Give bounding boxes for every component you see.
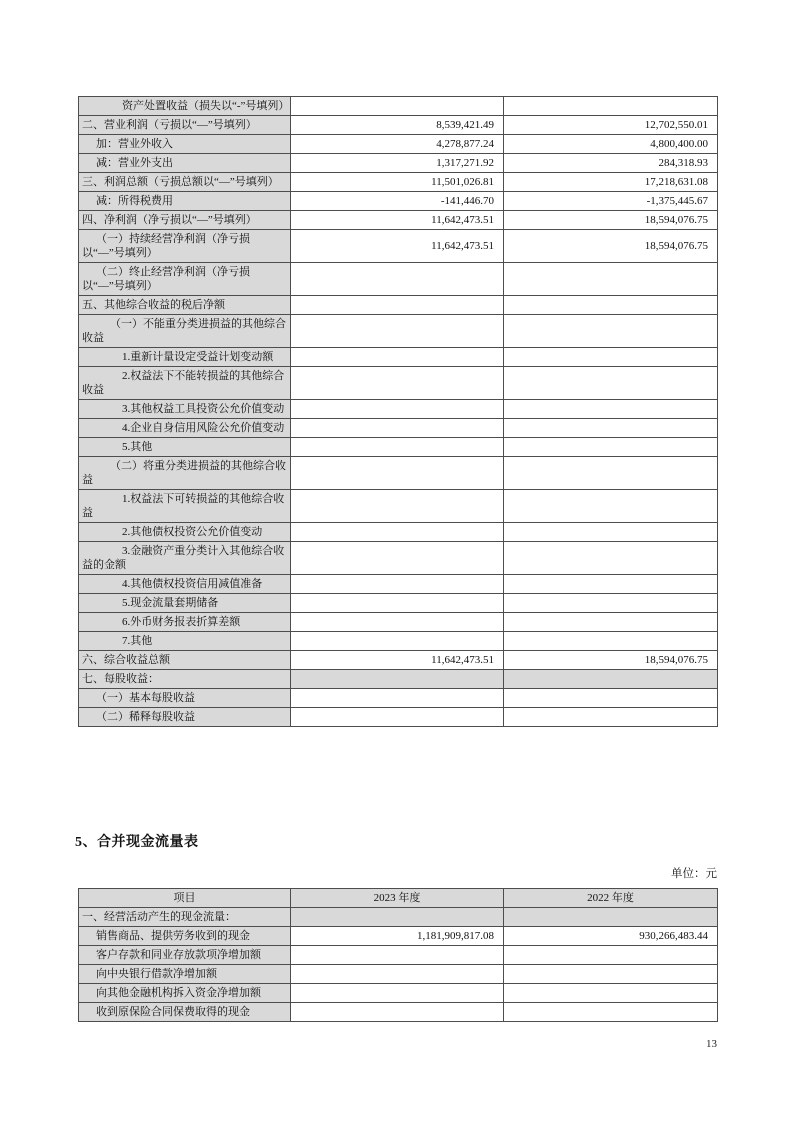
row-value [291,367,504,400]
table-row [79,632,718,651]
row-label: 减：营业外支出 [79,154,291,173]
table-row [79,135,718,154]
table-row [79,116,718,135]
row-value [291,670,504,689]
row-value [504,594,718,613]
row-value [504,575,718,594]
table-row [79,296,718,315]
table-row [79,965,718,984]
row-label: 1.重新计量设定受益计划变动额 [79,348,291,367]
row-label: 6.外币财务报表折算差额 [79,613,291,632]
row-label: 2.权益法下不能转损益的其他综合收益 [79,367,291,400]
row-value: 12,702,550.01 [504,116,718,135]
table-row [79,651,718,670]
row-value [504,946,718,965]
row-label: 一、经营活动产生的现金流量： [79,908,291,927]
row-label: （二）终止经营净利润（净亏损以“—”号填列） [79,263,291,296]
page-number: 13 [706,1038,717,1050]
row-value [291,263,504,296]
column-header: 2022 年度 [504,889,718,908]
table-row [79,400,718,419]
cashflow-table-body [79,908,718,1022]
row-label: 7.其他 [79,632,291,651]
income-statement-table [78,96,718,727]
row-value [291,575,504,594]
row-value: 4,278,877.24 [291,135,504,154]
column-header: 项目 [79,889,291,908]
row-label: 5.其他 [79,438,291,457]
row-label: 5.现金流量套期储备 [79,594,291,613]
row-label: 收到原保险合同保费取得的现金 [79,1003,291,1022]
table-row [79,211,718,230]
row-value [504,263,718,296]
table-row [79,154,718,173]
table-row [79,946,718,965]
row-value [291,984,504,1003]
row-value: 11,501,026.81 [291,173,504,192]
row-value [504,542,718,575]
row-label: 七、每股收益： [79,670,291,689]
row-label: （一）持续经营净利润（净亏损以“—”号填列） [79,230,291,263]
row-value [504,670,718,689]
row-label: 4.其他债权投资信用减值准备 [79,575,291,594]
row-value [504,367,718,400]
table-row [79,173,718,192]
table-row [79,230,718,263]
row-value [504,965,718,984]
table-row [79,670,718,689]
row-value [504,984,718,1003]
row-value [291,632,504,651]
row-label: 加：营业外收入 [79,135,291,154]
table-row [79,908,718,927]
table-row [79,490,718,523]
row-value [291,708,504,727]
row-label: 销售商品、提供劳务收到的现金 [79,927,291,946]
row-value: 1,317,271.92 [291,154,504,173]
table-row [79,927,718,946]
row-value [291,315,504,348]
cashflow-table-header [79,889,718,908]
table-row [79,419,718,438]
row-label: 3.其他权益工具投资公允价值变动 [79,400,291,419]
row-label: 资产处置收益（损失以“-”号填列） [79,97,291,116]
table-row [79,367,718,400]
table-row [79,438,718,457]
row-value [291,523,504,542]
row-value: 11,642,473.51 [291,651,504,670]
row-value [504,523,718,542]
table-row [79,1003,718,1022]
table-row [79,348,718,367]
row-label: 2.其他债权投资公允价值变动 [79,523,291,542]
row-value [504,613,718,632]
row-value [291,1003,504,1022]
row-label: 三、利润总额（亏损总额以“—”号填列） [79,173,291,192]
row-value [504,315,718,348]
row-value: 4,800,400.00 [504,135,718,154]
row-value [291,689,504,708]
row-value [291,457,504,490]
row-label: （一）不能重分类进损益的其他综合收益 [79,315,291,348]
row-label: 3.金融资产重分类计入其他综合收益的金额 [79,542,291,575]
section-title-cashflow-statement: 5、合并现金流量表 [75,835,199,850]
header-row [79,889,718,908]
row-value: 18,594,076.75 [504,651,718,670]
table-row [79,575,718,594]
row-value [504,490,718,523]
row-label: 向中央银行借款净增加额 [79,965,291,984]
row-value [291,613,504,632]
row-value [504,457,718,490]
row-value [504,908,718,927]
row-value [504,348,718,367]
row-value [291,542,504,575]
row-value: -141,446.70 [291,192,504,211]
row-value [504,419,718,438]
row-value: 930,266,483.44 [504,927,718,946]
row-label: 客户存款和同业存放款项净增加额 [79,946,291,965]
table-row [79,984,718,1003]
table-row [79,97,718,116]
row-value [504,97,718,116]
row-value [504,438,718,457]
row-value: 1,181,909,817.08 [291,927,504,946]
row-label: 五、其他综合收益的税后净额 [79,296,291,315]
table-row [79,315,718,348]
row-label: （二）将重分类进损益的其他综合收益 [79,457,291,490]
row-value [504,400,718,419]
row-value [291,908,504,927]
row-label: 向其他金融机构拆入资金净增加额 [79,984,291,1003]
row-label: 四、净利润（净亏损以“—”号填列） [79,211,291,230]
table-row [79,457,718,490]
row-value [291,419,504,438]
row-value: 8,539,421.49 [291,116,504,135]
row-value [504,708,718,727]
row-value [291,97,504,116]
row-value [504,689,718,708]
row-label: 减：所得税费用 [79,192,291,211]
row-value [291,965,504,984]
row-value: 18,594,076.75 [504,211,718,230]
table-row [79,613,718,632]
row-label: 二、营业利润（亏损以“—”号填列） [79,116,291,135]
row-value: -1,375,445.67 [504,192,718,211]
table-row [79,523,718,542]
table-row [79,192,718,211]
table-row [79,263,718,296]
row-value [504,1003,718,1022]
row-value [291,296,504,315]
row-value: 11,642,473.51 [291,211,504,230]
row-value [291,348,504,367]
row-value [291,400,504,419]
table-row [79,594,718,613]
unit-label: 单位：元 [671,868,717,880]
table-row [79,689,718,708]
row-label: （二）稀释每股收益 [79,708,291,727]
row-value [504,296,718,315]
row-value: 17,218,631.08 [504,173,718,192]
income-statement-body [79,97,718,727]
row-value [291,594,504,613]
row-label: 六、综合收益总额 [79,651,291,670]
table-row [79,708,718,727]
row-label: 4.企业自身信用风险公允价值变动 [79,419,291,438]
row-value [291,946,504,965]
row-value [291,490,504,523]
row-value [291,438,504,457]
row-value: 18,594,076.75 [504,230,718,263]
column-header: 2023 年度 [291,889,504,908]
row-value: 284,318.93 [504,154,718,173]
table-row [79,542,718,575]
row-label: （一）基本每股收益 [79,689,291,708]
row-value [504,632,718,651]
cashflow-statement-table [78,888,718,1022]
row-value: 11,642,473.51 [291,230,504,263]
row-label: 1.权益法下可转损益的其他综合收益 [79,490,291,523]
